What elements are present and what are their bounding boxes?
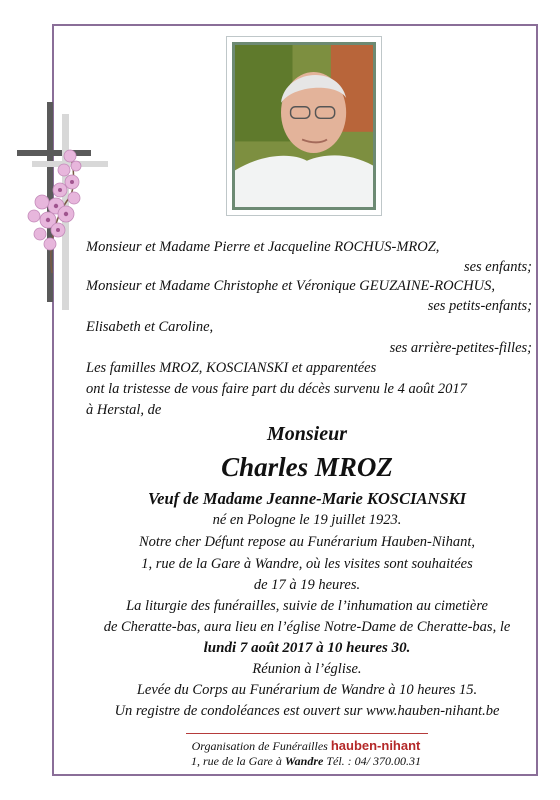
church-line: de Cheratte-bas, aura lieu en l’église Notre-Dame de Cheratte-bas, le (103, 619, 511, 635)
departure-line: Levée du Corps au Funérarium de Wandre à 10 heures 15. (136, 682, 478, 698)
footer-address-city: Wandre (284, 754, 324, 768)
birth-line: né en Pologne le 19 juillet 1923. (212, 512, 402, 528)
family-line-children: Monsieur et Madame Pierre et Jacqueline ROCHUS-MROZ, (86, 239, 440, 255)
visit-hours-line: de 17 à 19 heures. (253, 577, 361, 593)
deceased-name: Charles MROZ (221, 452, 393, 482)
visit-address-line: 1, rue de la Gare à Wandre, où les visites sont souhaitées (141, 556, 473, 572)
widow-line: Veuf de Madame Jeanne-Marie KOSCIANSKI (147, 489, 467, 508)
repose-line: Notre cher Défunt repose au Funérarium Hauben-Nihant, (138, 534, 475, 550)
family-line-families: Les familles MROZ, KOSCIANSKI et apparentées (86, 360, 377, 376)
portrait-photo (226, 36, 382, 216)
family-line-grandchildren: Monsieur et Madame Christophe et Véronique GEUZAINE-ROCHUS, (86, 278, 496, 294)
footer-phone: Tél. : 04/ 370.00.31 (326, 754, 421, 768)
footer-organisation-label: Organisation de Funérailles (191, 739, 328, 753)
place-line: à Herstal, de (86, 402, 162, 418)
footer-divider (186, 733, 428, 734)
footer-organisation (150, 738, 462, 754)
honorific-title: Monsieur (266, 423, 348, 445)
footer-address-street: 1, rue de la Gare à (191, 754, 282, 768)
relation-grandchildren: ses petits-enfants; (427, 298, 532, 314)
liturgy-line: La liturgie des funérailles, suivie de l’inhumation au cimetière (126, 598, 488, 614)
relation-great-grandchildren: ses arrière-petites-filles; (389, 340, 532, 356)
gathering-line: Réunion à l’église. (252, 661, 362, 677)
announcement-line: ont la tristesse de vous faire part du décès survenu le 4 août 2017 (86, 381, 467, 397)
funeral-home-brand: hauben-nihant (330, 738, 421, 753)
footer-address (150, 754, 462, 769)
family-line-great-grandchildren: Elisabeth et Caroline, (86, 319, 214, 335)
relation-children: ses enfants; (463, 259, 532, 275)
condolence-register-line: Un registre de condoléances est ouvert sur www.hauben-nihant.be (114, 703, 500, 719)
ceremony-date-line: lundi 7 août 2017 à 10 heures 30. (203, 640, 411, 656)
